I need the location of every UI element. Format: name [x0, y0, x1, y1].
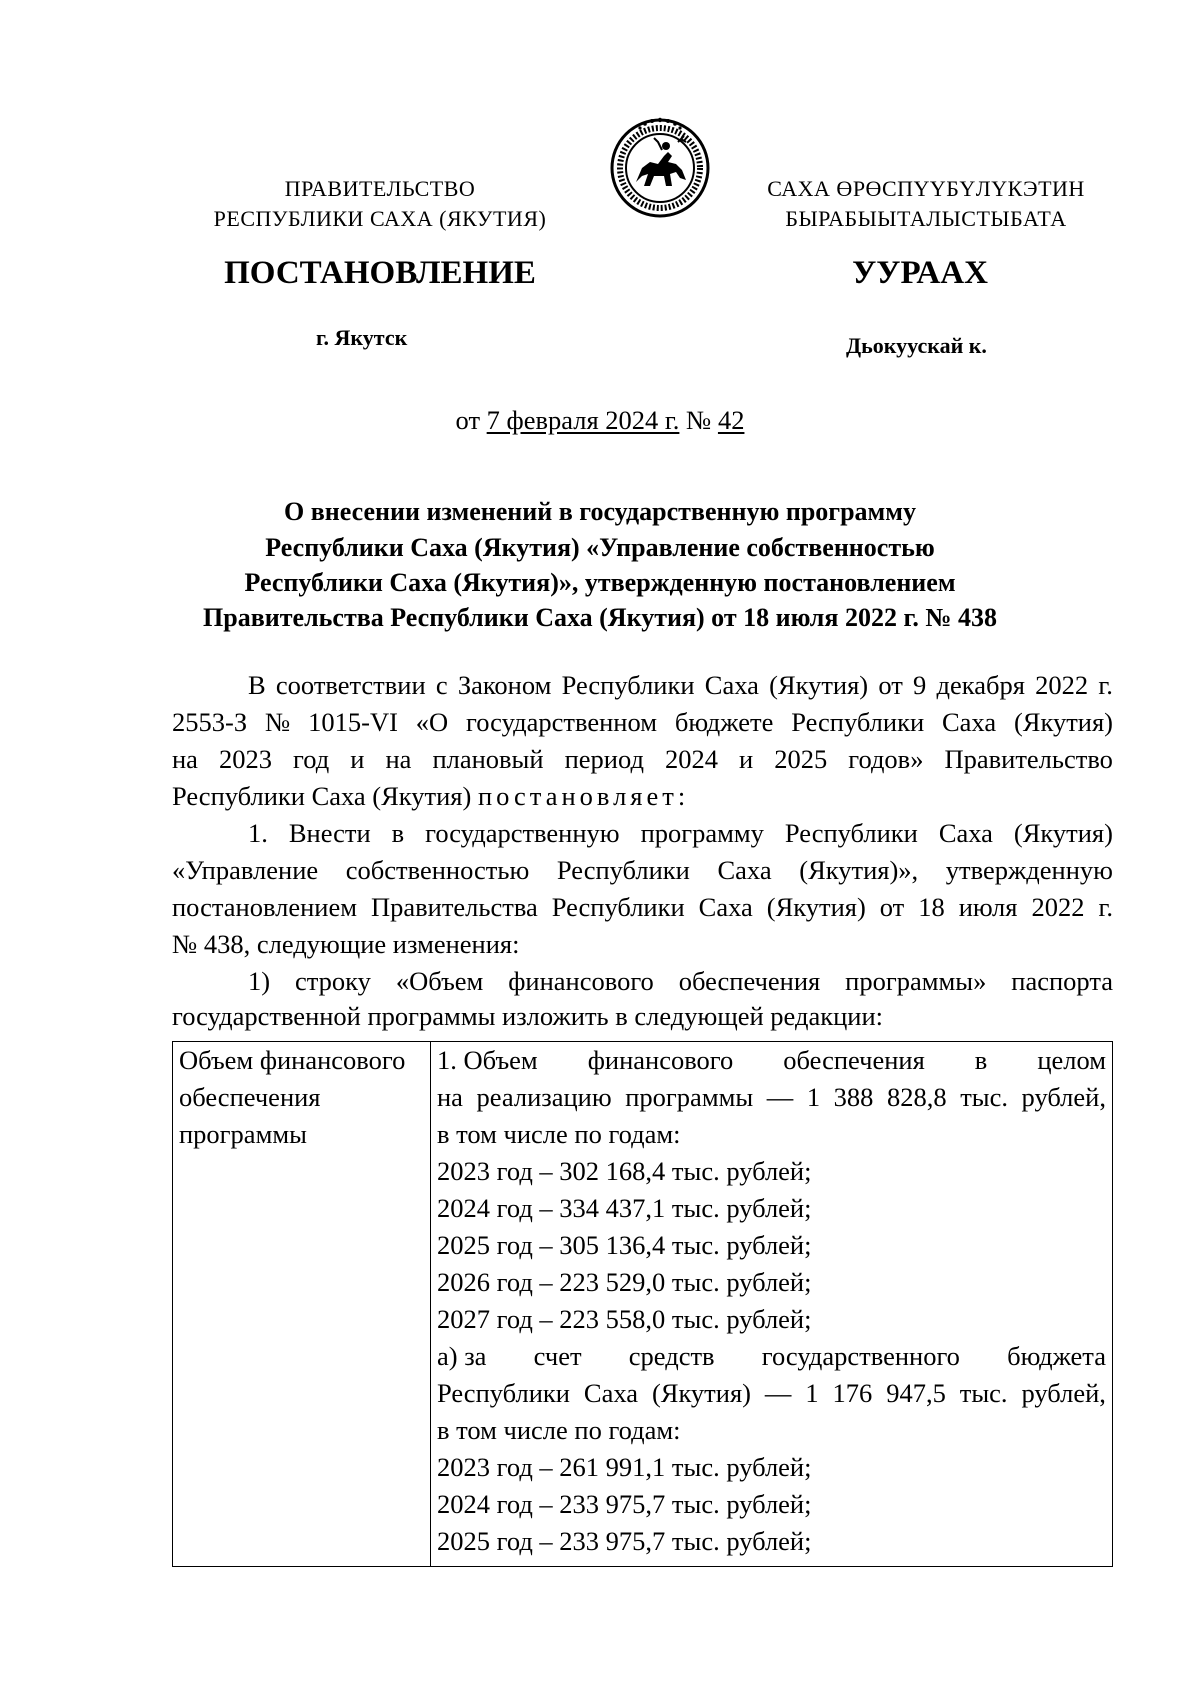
- coat-of-arms-icon: [606, 112, 714, 220]
- word: в: [974, 1045, 988, 1075]
- word: 2024: [664, 744, 718, 774]
- word: Правительства: [370, 892, 538, 922]
- table-year-line: 2025 год – 233 975,7 тыс. рублей;: [437, 1526, 812, 1556]
- word: 176: [832, 1378, 873, 1408]
- word: средств: [628, 1341, 715, 1371]
- paragraph-1-line-4: [172, 781, 1113, 812]
- header-left-line2: РЕСПУБЛИКИ САХА (ЯКУТИЯ): [213, 206, 547, 231]
- word: на: [172, 744, 198, 774]
- word: (Якутия)»,: [799, 855, 919, 885]
- title-line-2: Республики Саха (Якутия) «Управление собственностью: [265, 533, 935, 562]
- city-sah: Дьокуускай к.: [846, 333, 987, 358]
- word: паспорта: [1011, 966, 1113, 996]
- paragraph-1-line-4-text: Республики Саха (Якутия): [172, 781, 478, 811]
- word: 2022: [1035, 670, 1089, 700]
- table-label-line: обеспечения: [179, 1082, 321, 1112]
- word: (Якутия): [1013, 707, 1113, 737]
- word: утвержденную: [945, 855, 1113, 885]
- word: 1: [806, 1082, 821, 1112]
- table-year-line: 2023 год – 261 991,1 тыс. рублей;: [437, 1452, 812, 1482]
- word: г.: [1098, 670, 1113, 700]
- word: 1: [805, 1378, 819, 1408]
- table-value-cell: [431, 1042, 1113, 1567]
- paragraph-2-line-3: [172, 892, 1113, 923]
- table-year-line: 2024 год – 334 437,1 тыс. рублей;: [437, 1193, 812, 1223]
- word: 1015-VI: [308, 707, 398, 737]
- word: тыс.: [959, 1378, 1008, 1408]
- word: от: [879, 892, 905, 922]
- word: 9: [913, 670, 927, 700]
- word: финансового: [508, 966, 654, 996]
- word: реализацию: [476, 1082, 612, 1112]
- funding-passport-table: [172, 1041, 1113, 1567]
- table-label-line: Объем финансового: [179, 1045, 406, 1075]
- paragraph-3-line-2: государственной программы изложить в следующей редакции:: [172, 1001, 883, 1031]
- word: 828,8: [886, 1082, 947, 1112]
- word: плановый: [432, 744, 544, 774]
- table-year-line: 2026 год – 223 529,0 тыс. рублей;: [437, 1267, 812, 1297]
- word: государственном: [466, 707, 657, 737]
- word: с: [435, 670, 448, 700]
- word: В: [248, 670, 266, 700]
- word: и: [739, 744, 754, 774]
- word: 1): [248, 966, 271, 996]
- word: «Объем: [395, 966, 484, 996]
- word: 947,5: [886, 1378, 946, 1408]
- table-value-line: [437, 1338, 1106, 1375]
- word: тыс.: [960, 1082, 1008, 1112]
- word: а) за: [437, 1341, 487, 1371]
- word: «Управление: [172, 855, 319, 885]
- word: Саха: [938, 818, 993, 848]
- word: Саха: [704, 670, 759, 700]
- word: —: [764, 1378, 792, 1408]
- word: «О: [415, 707, 449, 737]
- document-type-title-ru: ПОСТАНОВЛЕНИЕ: [224, 255, 536, 291]
- title-line-1: О внесении изменений в государственную программу: [284, 497, 916, 526]
- title-line-3: Республики Саха (Якутия)», утвержденную постановлением: [244, 568, 956, 597]
- word: Саха: [942, 707, 997, 737]
- word: в: [391, 818, 405, 848]
- word: декабря: [936, 670, 1025, 700]
- word: Саха: [717, 855, 772, 885]
- word: 388: [833, 1082, 874, 1112]
- word: Внести: [288, 818, 371, 848]
- word: на: [437, 1082, 463, 1112]
- word: программу: [640, 818, 764, 848]
- paragraph-1-line-1: [248, 670, 1113, 701]
- word: на: [385, 744, 412, 774]
- paragraph-2-line-4: № 438, следующие изменения:: [172, 929, 520, 959]
- word: обеспечения: [783, 1045, 925, 1075]
- word: 1. Объем: [437, 1045, 538, 1075]
- word: бюджета: [1007, 1341, 1106, 1371]
- word: государственную: [425, 818, 620, 848]
- table-label-cell: [173, 1042, 431, 1567]
- word: рублей,: [1021, 1082, 1106, 1112]
- word: период: [564, 744, 644, 774]
- word: (Якутия): [769, 670, 869, 700]
- word: (Якутия): [766, 892, 866, 922]
- word: и: [350, 744, 365, 774]
- table-year-line: 2025 год – 305 136,4 тыс. рублей;: [437, 1230, 812, 1260]
- table-value-line: в том числе по годам:: [437, 1415, 681, 1445]
- header-right-line2: БЫРАБЫЫТАЛЫСТЫБАТА: [785, 206, 1067, 231]
- word: Республики: [551, 892, 685, 922]
- date-number-line: [0, 405, 1200, 436]
- word: 2022: [1031, 892, 1085, 922]
- word: обеспечения: [678, 966, 821, 996]
- word: г.: [1098, 892, 1113, 922]
- date-prefix: от: [455, 405, 481, 435]
- word: счет: [533, 1341, 582, 1371]
- table-year-line: 2024 год – 233 975,7 тыс. рублей;: [437, 1489, 812, 1519]
- paragraph-2-line-2: [172, 855, 1113, 886]
- word: финансового: [587, 1045, 734, 1075]
- paragraph-3-line-1: [248, 966, 1113, 997]
- word: годов»: [848, 744, 924, 774]
- paragraph-1-line-3: [172, 744, 1113, 775]
- word: Саха: [583, 1378, 638, 1408]
- word: 2023: [218, 744, 272, 774]
- word: июля: [958, 892, 1018, 922]
- word: от: [878, 670, 903, 700]
- word: 2025: [774, 744, 828, 774]
- number-sign: №: [686, 405, 712, 435]
- word: рублей,: [1021, 1378, 1106, 1408]
- city-ru: г. Якутск: [316, 325, 408, 350]
- table-row: [173, 1042, 1113, 1567]
- document-type-title-sah: УУРААХ: [852, 255, 988, 291]
- word: программы»: [845, 966, 987, 996]
- table-year-line: 2027 год – 223 558,0 тыс. рублей;: [437, 1304, 812, 1334]
- header-left-line1: ПРАВИТЕЛЬСТВО: [284, 176, 476, 201]
- word: Республики: [791, 707, 925, 737]
- word: №: [264, 707, 291, 737]
- table-value-line: [437, 1079, 1106, 1116]
- table-value-line: [437, 1042, 1106, 1079]
- word: Правительство: [944, 744, 1113, 774]
- table-label-line: программы: [179, 1119, 307, 1149]
- word: Республики: [556, 855, 690, 885]
- word: Законом: [457, 670, 552, 700]
- paragraph-2-line-1: [248, 818, 1113, 849]
- word: —: [766, 1082, 794, 1112]
- header-right-line1: САХА ӨРӨСПҮҮБҮЛҮКЭТИН: [767, 176, 1085, 201]
- document-number: 42: [717, 405, 745, 435]
- word: 2553-З: [172, 707, 248, 737]
- word: строку: [295, 966, 371, 996]
- word: целом: [1037, 1045, 1106, 1075]
- word: (Якутия): [651, 1378, 751, 1408]
- word: соответствии: [275, 670, 426, 700]
- table-year-line: 2023 год – 302 168,4 тыс. рублей;: [437, 1156, 812, 1186]
- word: Республики: [784, 818, 918, 848]
- table-value-line: в том числе по годам:: [437, 1119, 681, 1149]
- word: бюджете: [674, 707, 774, 737]
- word: Республики: [561, 670, 695, 700]
- word: программы: [625, 1082, 754, 1112]
- word: (Якутия): [1013, 818, 1113, 848]
- title-line-4: Правительства Республики Саха (Якутия) от 18 июля 2022 г. № 438: [203, 603, 997, 632]
- word: год: [293, 744, 330, 774]
- word: государственного: [761, 1341, 960, 1371]
- word: 18: [918, 892, 945, 922]
- word: Республики: [437, 1378, 570, 1408]
- document-date: 7 февраля 2024 г.: [486, 405, 680, 435]
- word: Саха: [698, 892, 753, 922]
- word: постановлением: [172, 892, 357, 922]
- resolves-word: постановляет:: [477, 781, 690, 811]
- word: собственностью: [345, 855, 530, 885]
- paragraph-1-line-2: [172, 707, 1113, 738]
- table-value-line: [437, 1375, 1106, 1412]
- word: 1.: [248, 818, 268, 848]
